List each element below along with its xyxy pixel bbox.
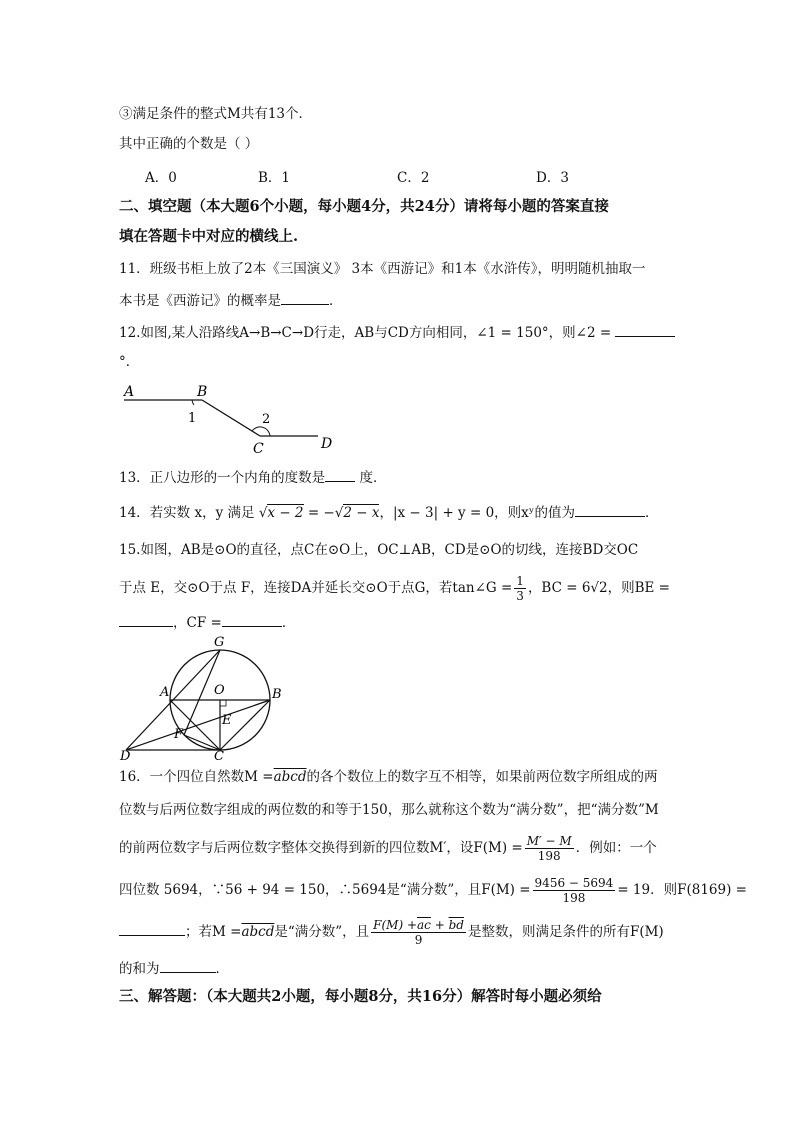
q15-text2: 于点 E，交⊙O于点 F，连接DA并延长交⊙O于点G，若tan∠G = (119, 580, 513, 596)
f-def-fraction: $\frac{M' - M}{198}$ (526, 834, 572, 863)
label-b: B (197, 384, 208, 400)
q14-line (119, 502, 659, 523)
angle2-arc (252, 427, 270, 436)
label-d: D (321, 436, 333, 452)
q16-text3: 的前两位数字与后两位数字整体交换得到新的四位数M′，设F(M) = (119, 840, 523, 856)
q12-line1 (119, 322, 675, 343)
q16-text4: 四位数 5694，∵56 + 94 = 150，∴5694是“满分数”，且F(M) = (119, 882, 531, 898)
abcd-overline: abcd (273, 769, 307, 785)
label-b: B (272, 687, 282, 702)
q15-end: ． (281, 615, 296, 631)
label-2: 2 (262, 412, 271, 427)
q10-question: 其中正确的个数是（ ） (119, 136, 259, 152)
q14-end: ． (645, 505, 659, 521)
q10-option-c: C．2 (397, 170, 430, 186)
q11-line2 (119, 290, 343, 311)
q16-line6 (119, 958, 229, 979)
q13-end: 度． (359, 470, 387, 486)
q15-be-blank[interactable] (119, 612, 173, 627)
q11-line1: 11．班级书柜上放了2本《三国演义》 3本《西游记》和1本《水浒传》，明明随机抽取一 (119, 261, 646, 277)
sqrt2: √2 − x (334, 505, 380, 521)
q14-mid: = − (303, 505, 335, 521)
q13-line (119, 467, 386, 488)
tan-fraction: $\frac{1}{3}$ (516, 574, 524, 603)
segment-db (126, 700, 270, 750)
q11-text: 本书是《西游记》的概率是 (119, 293, 281, 309)
q14-answer-blank[interactable] (575, 502, 645, 517)
q10-option-d: D．3 (536, 170, 569, 186)
section3-heading: 三、解答题：（本大题共2小题，每小题8分，共16分）解答时每小题必须给 (119, 988, 602, 1005)
right-angle-mark (220, 700, 226, 706)
q15-cf-label: ，CF = (173, 615, 222, 631)
label-c: C (253, 441, 264, 457)
q16-f8169-blank[interactable] (119, 921, 185, 936)
section2-heading-line1: 二、填空题（本大题6个小题，每小题4分，共24分）请将每小题的答案直接 (119, 198, 609, 215)
q12-text: 12.如图,某人沿路线A→B→C→D行走，AB与CD方向相同，∠1 = 150°，则∠2 = (119, 325, 612, 341)
q12-figure (118, 378, 338, 458)
q15-line3 (119, 612, 295, 633)
q16-end: ． (215, 961, 229, 977)
q16-line5 (119, 918, 664, 947)
q15-line1: 15.如图，AB是⊙O的直径，点C在⊙O上，OC⊥AB，CD是⊙O的切线，连接BD交OC (119, 542, 639, 558)
q16-text1b: 的各个数位上的数字互不相等，如果前两位数字所组成的两 (306, 769, 658, 785)
q14-text: 14．若实数 x，y 满足 (119, 505, 255, 521)
label-o: O (214, 683, 225, 698)
q15-line2 (119, 574, 670, 603)
q16-text4b: = 19．则F(8169) = (617, 882, 747, 898)
q16-text5c: 是整数，则满足条件的所有F(M) (467, 924, 664, 940)
label-e: E (222, 713, 232, 728)
q13-answer-blank[interactable] (325, 467, 355, 482)
q16-text1: 16．一个四位自然数M = (119, 769, 274, 785)
q10-item3: ③满足条件的整式M共有13个． (119, 106, 313, 122)
segment-fc (184, 735, 220, 750)
q10-option-b: B．1 (258, 170, 291, 186)
q11-answer-blank[interactable] (281, 290, 329, 305)
integer-condition-fraction: $\frac{F(M) +\overline{ac} + \overline{bd}}{9}$ (373, 918, 464, 947)
q15-mid: ，BC = 6√2，则BE = (527, 580, 670, 596)
q16-line3 (119, 834, 657, 863)
section2-heading-line2: 填在答题卡中对应的横线上. (119, 228, 299, 245)
q10-option-a: A．0 (145, 170, 177, 186)
q15-cf-blank[interactable] (222, 612, 282, 627)
q12-line2: °． (119, 354, 140, 370)
label-c: C (214, 749, 224, 762)
q12-answer-blank[interactable] (615, 322, 675, 337)
angle1-arc (192, 400, 194, 405)
label-f: F (174, 727, 184, 742)
label-1: 1 (188, 411, 197, 426)
q16-text3b: ．例如：一个 (575, 840, 657, 856)
sqrt1: √x − 2 (258, 505, 304, 521)
q16-text6: 的和为 (119, 961, 160, 977)
q14-cond: ，|x − 3| + y = 0，则xʸ的值为 (379, 505, 575, 521)
q16-sum-blank[interactable] (160, 958, 216, 973)
q16-line1 (119, 767, 658, 787)
example-fraction: $\frac{9456 - 5694}{198}$ (534, 876, 614, 905)
label-a: A (160, 685, 170, 700)
abcd-overline-2: abcd (241, 924, 275, 940)
q15-figure (116, 632, 296, 762)
segment-bc (202, 400, 260, 436)
q16-line4 (119, 876, 747, 905)
label-a: A (124, 384, 135, 400)
q16-text5: ；若M = (185, 924, 242, 940)
label-g: G (214, 635, 225, 650)
q13-text: 13．正八边形的一个内角的度数是 (119, 470, 326, 486)
q16-line2: 位数与后两位数字组成的两位数的和等于150，那么就称这个数为“满分数”，把“满分数”M (119, 802, 659, 818)
q11-end: ． (329, 293, 343, 309)
q16-text5b: 是“满分数”，且 (274, 924, 370, 940)
label-d: D (120, 749, 131, 762)
